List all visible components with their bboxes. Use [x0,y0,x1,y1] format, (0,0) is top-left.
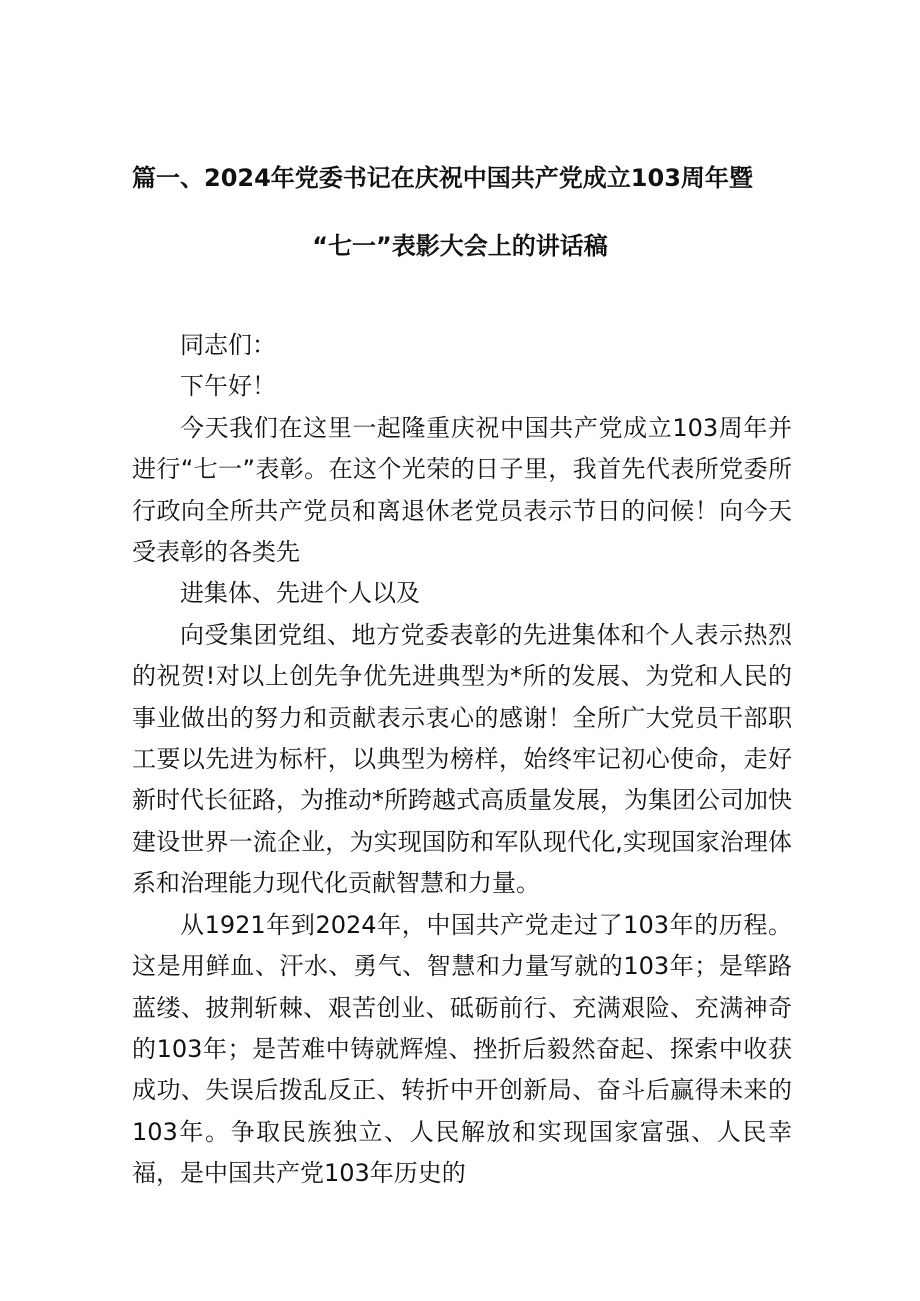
document-title-line-2: “七一”表影大会上的讲话稿 [312,232,608,260]
body-paragraph: 进集体、先进个人以及 [180,579,420,608]
document-title-line-1: 篇一、2024年党委书记在庆祝中国共产党成立103周年暨 [132,164,753,192]
body-paragraph: 从1921年到2024年，中国共产党走过了103年的历程。这是用鲜血、汗水、勇气、智慧和力量写就的103年；是筚路蓝缕、披荆斩棘、艰苦创业、砥砺前行、充满艰险、充满神奇的103年；是苦难中铸就辉煌、挫折后毅然奋起、探索中收获成功、失误后拨乱反正、转折中开创新局、奋斗后赢得未来的103年。争取民族独立、人民解放和实现国家富强、人民幸福，是中国共产党103年历史的 [132,910,792,1188]
document-body [132,325,792,1195]
body-paragraph: 今天我们在这里一起隆重庆祝中国共产党成立103周年并进行“七一”表彰。在这个光荣的日子里，我首先代表所党委所行政向全所共产党员和离退休老党员表示节日的问候！向今天受表彰的各类先 [132,413,792,567]
body-paragraph: 向受集团党组、地方党委表彰的先进集体和个人表示热烈的祝贺!对以上创先争优先进典型为*所的发展、为党和人民的事业做出的努力和贡献表示衷心的感谢！全所广大党员干部职工要以先进为标杆，以典型为榜样，始终牢记初心使命，走好新时代长征路，为推动*所跨越式高质量发展，为集团公司加快建设世界一流企业，为实现国防和军队现代化,实现国家治理体系和治理能力现代化贡献智慧和力量。 [132,620,792,898]
salutation: 同志们： [180,331,276,359]
greeting: 下午好！ [180,372,276,401]
